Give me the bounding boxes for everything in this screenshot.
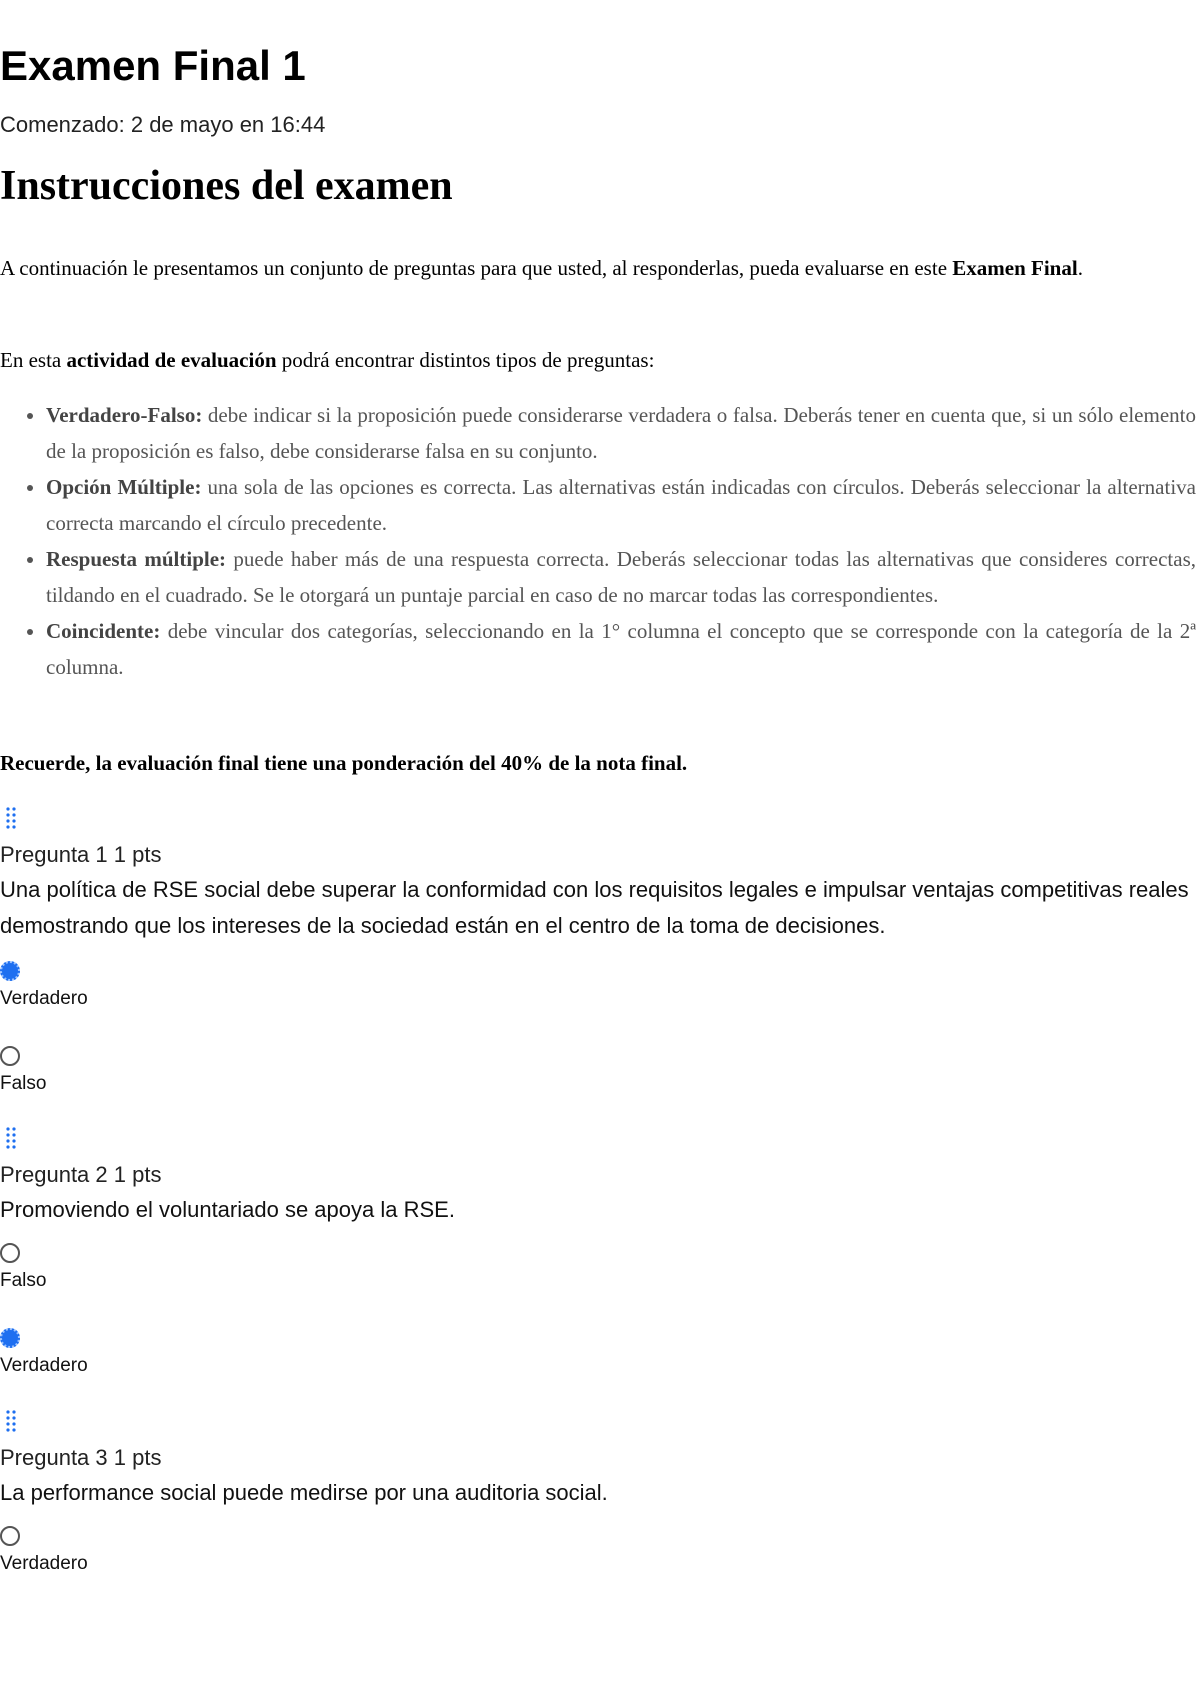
question-header: Pregunta 1 1 pts — [0, 842, 162, 867]
list-item — [46, 541, 1196, 613]
radio-falso[interactable] — [0, 1243, 20, 1263]
intro-text: A continuación le presentamos un conjunto de preguntas para que usted, al responderlas, pueda evaluarse en este — [0, 256, 953, 280]
question-types-list — [0, 397, 1196, 685]
list-item — [46, 613, 1196, 685]
question-text: La performance social puede medirse por una auditoria social. — [0, 1480, 608, 1505]
option-label[interactable]: Verdadero — [0, 1553, 88, 1574]
type-desc: debe indicar si la proposición puede considerarse verdadera o falsa. Deberás tener en cuenta que, si un sólo elemento de la proposición es falso, debe considerarse falsa en su conjunto. — [46, 403, 1196, 463]
radio-verdadero-selected[interactable] — [0, 1328, 20, 1348]
type-desc: debe vincular dos categorías, seleccionando en la 1° columna el concepto que se corresponde con la categoría de la 2ª columna. — [46, 619, 1196, 679]
drag-handle-icon[interactable] — [4, 1126, 18, 1150]
question-header: Pregunta 2 1 pts — [0, 1162, 162, 1187]
list-item — [46, 469, 1196, 541]
radio-verdadero-selected[interactable] — [0, 961, 20, 981]
radio-verdadero[interactable] — [0, 1526, 20, 1546]
question-header: Pregunta 3 1 pts — [0, 1445, 162, 1470]
types-end: podrá encontrar distintos tipos de preguntas: — [276, 348, 655, 372]
type-term: Respuesta múltiple: — [46, 547, 227, 571]
question-text: Una política de RSE social debe superar la conformidad con los requisitos legales e impulsar ventajas competitivas reales demostrando que los intereses de la sociedad están en el centro de la toma de decisiones. — [0, 877, 1189, 938]
drag-handle-icon[interactable] — [4, 806, 18, 830]
weighting-reminder: Recuerde, la evaluación final tiene una ponderación del 40% de la nota final. — [0, 751, 688, 775]
instructions-intro — [0, 250, 1196, 286]
radio-falso[interactable] — [0, 1046, 20, 1066]
option-label[interactable]: Verdadero — [0, 1355, 88, 1376]
type-term: Verdadero-Falso: — [46, 403, 203, 427]
type-desc: una sola de las opciones es correcta. Las alternativas están indicadas con círculos. Deberás seleccionar la alternativa correcta marcando el círculo precedente. — [46, 475, 1196, 535]
type-term: Opción Múltiple: — [46, 475, 202, 499]
types-bold: actividad de evaluación — [66, 348, 277, 372]
question-types-intro — [0, 342, 1196, 378]
instructions-heading: Instrucciones del examen — [0, 163, 453, 209]
drag-handle-icon[interactable] — [4, 1409, 18, 1433]
type-term: Coincidente: — [46, 619, 161, 643]
option-label[interactable]: Falso — [0, 1270, 47, 1291]
intro-bold: Examen Final — [952, 256, 1078, 280]
question-text: Promoviendo el voluntariado se apoya la RSE. — [0, 1197, 455, 1222]
page-title: Examen Final 1 — [0, 42, 306, 89]
option-label[interactable]: Verdadero — [0, 988, 88, 1009]
type-desc: puede haber más de una respuesta correcta. Deberás seleccionar todas las alternativas que consideres correctas, tildando en el cuadrado. Se le otorgará un puntaje parcial en caso de no marcar todas las correspondientes. — [46, 547, 1197, 607]
intro-end: . — [1077, 256, 1083, 280]
types-text: En esta — [0, 348, 67, 372]
option-label[interactable]: Falso — [0, 1073, 47, 1094]
started-timestamp: Comenzado: 2 de mayo en 16:44 — [0, 112, 326, 137]
list-item — [46, 397, 1196, 469]
